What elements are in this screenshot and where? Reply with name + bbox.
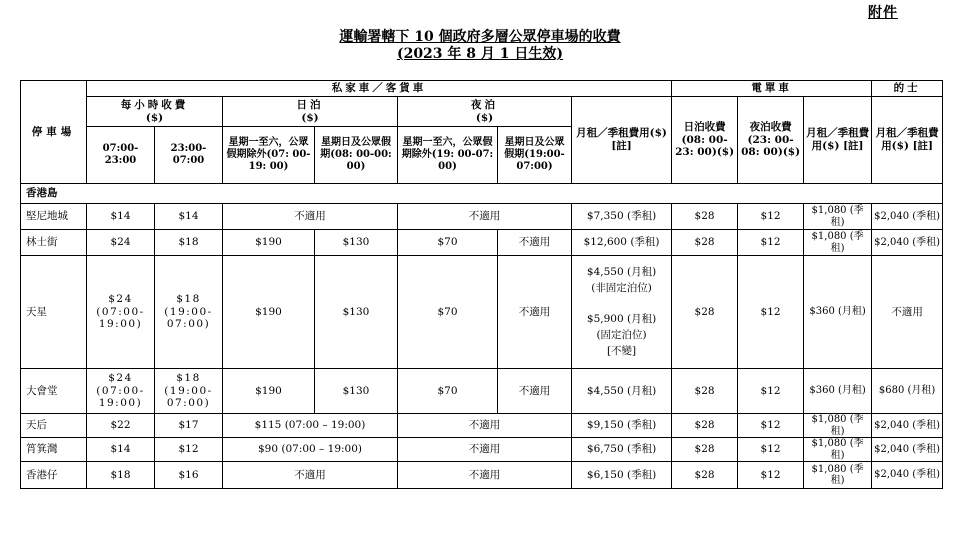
mc-monthly-fee: $1,080 (季租): [804, 414, 872, 438]
day-weekday-fee: $190: [223, 369, 315, 414]
mc-night-fee: $12: [738, 438, 804, 462]
header-carpark: 停車場: [21, 81, 87, 184]
monthly-fee: $6,150 (季租): [572, 462, 672, 489]
mc-night-fee: $12: [738, 204, 804, 230]
monthly-fee: $6,750 (季租): [572, 438, 672, 462]
hourly-day-fee: $14: [87, 204, 155, 230]
header-hour-2300-0700: 23:00-07:00: [155, 127, 223, 184]
section-hong-kong-island: 香港島: [21, 184, 943, 204]
header-mc-day: 日泊收費(08: 00-23: 00)($): [672, 97, 738, 184]
taxi-monthly-fee: $680 (月租): [872, 369, 943, 414]
hourly-day-fee: $24 (07:00-19:00): [87, 256, 155, 369]
day-weekday-fee: $190: [223, 230, 315, 256]
header-taxi-monthly: 月租／季租費用($) [註]: [872, 97, 943, 184]
mc-monthly-fee: $360 (月租): [804, 369, 872, 414]
hourly-day-fee: $18: [87, 462, 155, 489]
header-day-weekday: 星期一至六，公眾假期除外(07: 00-19: 00): [223, 127, 315, 184]
mc-night-fee: $12: [738, 414, 804, 438]
carpark-name: 大會堂: [21, 369, 87, 414]
header-hourly: 每小時收費 ($): [87, 97, 223, 127]
day-park-fee: $90 (07:00 – 19:00): [223, 438, 398, 462]
monthly-fee: $4,550 (月租): [572, 369, 672, 414]
taxi-monthly-fee: $2,040 (季租): [872, 204, 943, 230]
annex-label: 附件: [868, 5, 898, 21]
hourly-night-fee: $18 (19:00-07:00): [155, 256, 223, 369]
night-holiday-fee: 不適用: [498, 369, 572, 414]
hourly-day-fee: $22: [87, 414, 155, 438]
mc-night-fee: $12: [738, 256, 804, 369]
header-private-goods: 私家車／客貨車: [87, 81, 672, 97]
header-hour-0700-2300: 07:00-23:00: [87, 127, 155, 184]
header-day-park: 日泊 ($): [223, 97, 398, 127]
hourly-day-fee: $24: [87, 230, 155, 256]
mc-day-fee: $28: [672, 204, 738, 230]
mc-day-fee: $28: [672, 256, 738, 369]
mc-day-fee: $28: [672, 369, 738, 414]
header-day-holiday: 星期日及公眾假期(08: 00-00: 00): [315, 127, 398, 184]
hourly-night-fee: $18: [155, 230, 223, 256]
carpark-name: 天后: [21, 414, 87, 438]
header-taxi: 的士: [872, 81, 943, 97]
night-weekday-fee: $70: [398, 256, 498, 369]
mc-day-fee: $28: [672, 462, 738, 489]
taxi-monthly-fee: $2,040 (季租): [872, 462, 943, 489]
day-holiday-fee: $130: [315, 230, 398, 256]
table-row: [21, 414, 943, 438]
document-title: 運輸署轄下 10 個政府多層公眾停車場的收費: [339, 29, 621, 45]
monthly-fee: $9,150 (季租): [572, 414, 672, 438]
header-monthly: 月租／季租費用($) [註]: [572, 97, 672, 184]
day-holiday-fee: $130: [315, 369, 398, 414]
mc-monthly-fee: $1,080 (季租): [804, 230, 872, 256]
day-park-fee: $115 (07:00 – 19:00): [223, 414, 398, 438]
header-motorcycle: 電單車: [672, 81, 872, 97]
night-holiday-fee: 不適用: [498, 256, 572, 369]
mc-day-fee: $28: [672, 414, 738, 438]
taxi-monthly-fee: $2,040 (季租): [872, 438, 943, 462]
mc-night-fee: $12: [738, 230, 804, 256]
mc-day-fee: $28: [672, 230, 738, 256]
header-mc-night: 夜泊收費(23: 00-08: 00)($): [738, 97, 804, 184]
monthly-fee: $4,550 (月租) (非固定泊位) $5,900 (月租) (固定泊位) [不變]: [572, 256, 672, 369]
mc-monthly-fee: $1,080 (季租): [804, 438, 872, 462]
night-holiday-fee: 不適用: [498, 230, 572, 256]
night-park-fee: 不適用: [398, 414, 572, 438]
hourly-night-fee: $17: [155, 414, 223, 438]
monthly-fee: $12,600 (季租): [572, 230, 672, 256]
header-night-weekday: 星期一至六，公眾假期除外(19: 00-07: 00): [398, 127, 498, 184]
header-night-holiday: 星期日及公眾假期(19:00-07:00): [498, 127, 572, 184]
hourly-night-fee: $18 (19:00-07:00): [155, 369, 223, 414]
carpark-name: 林士街: [21, 230, 87, 256]
taxi-monthly-fee: $2,040 (季租): [872, 414, 943, 438]
header-night-park: 夜泊 ($): [398, 97, 572, 127]
taxi-monthly-fee: 不適用: [872, 256, 943, 369]
day-weekday-fee: $190: [223, 256, 315, 369]
hourly-night-fee: $12: [155, 438, 223, 462]
hourly-day-fee: $24 (07:00-19:00): [87, 369, 155, 414]
day-park-fee: 不適用: [223, 204, 398, 230]
table-row: [21, 438, 943, 462]
mc-night-fee: $12: [738, 369, 804, 414]
table-row: [21, 230, 943, 256]
monthly-fee: $7,350 (季租): [572, 204, 672, 230]
hourly-night-fee: $14: [155, 204, 223, 230]
night-park-fee: 不適用: [398, 462, 572, 489]
table-row: [21, 462, 943, 489]
carpark-name: 香港仔: [21, 462, 87, 489]
header-mc-monthly: 月租／季租費用($) [註]: [804, 97, 872, 184]
night-park-fee: 不適用: [398, 204, 572, 230]
carpark-name: 筲箕灣: [21, 438, 87, 462]
day-park-fee: 不適用: [223, 462, 398, 489]
table-row: [21, 256, 943, 369]
hourly-night-fee: $16: [155, 462, 223, 489]
effective-date: (2023 年 8 月 1 日生效): [396, 46, 564, 62]
carpark-name: 堅尼地城: [21, 204, 87, 230]
table-row: [21, 204, 943, 230]
parking-fee-table: [20, 80, 943, 489]
taxi-monthly-fee: $2,040 (季租): [872, 230, 943, 256]
night-park-fee: 不適用: [398, 438, 572, 462]
table-row: [21, 369, 943, 414]
mc-monthly-fee: $1,080 (季租): [804, 204, 872, 230]
night-weekday-fee: $70: [398, 369, 498, 414]
day-holiday-fee: $130: [315, 256, 398, 369]
carpark-name: 天星: [21, 256, 87, 369]
mc-monthly-fee: $1,080 (季租): [804, 462, 872, 489]
hourly-day-fee: $14: [87, 438, 155, 462]
mc-monthly-fee: $360 (月租): [804, 256, 872, 369]
mc-day-fee: $28: [672, 438, 738, 462]
mc-night-fee: $12: [738, 462, 804, 489]
night-weekday-fee: $70: [398, 230, 498, 256]
